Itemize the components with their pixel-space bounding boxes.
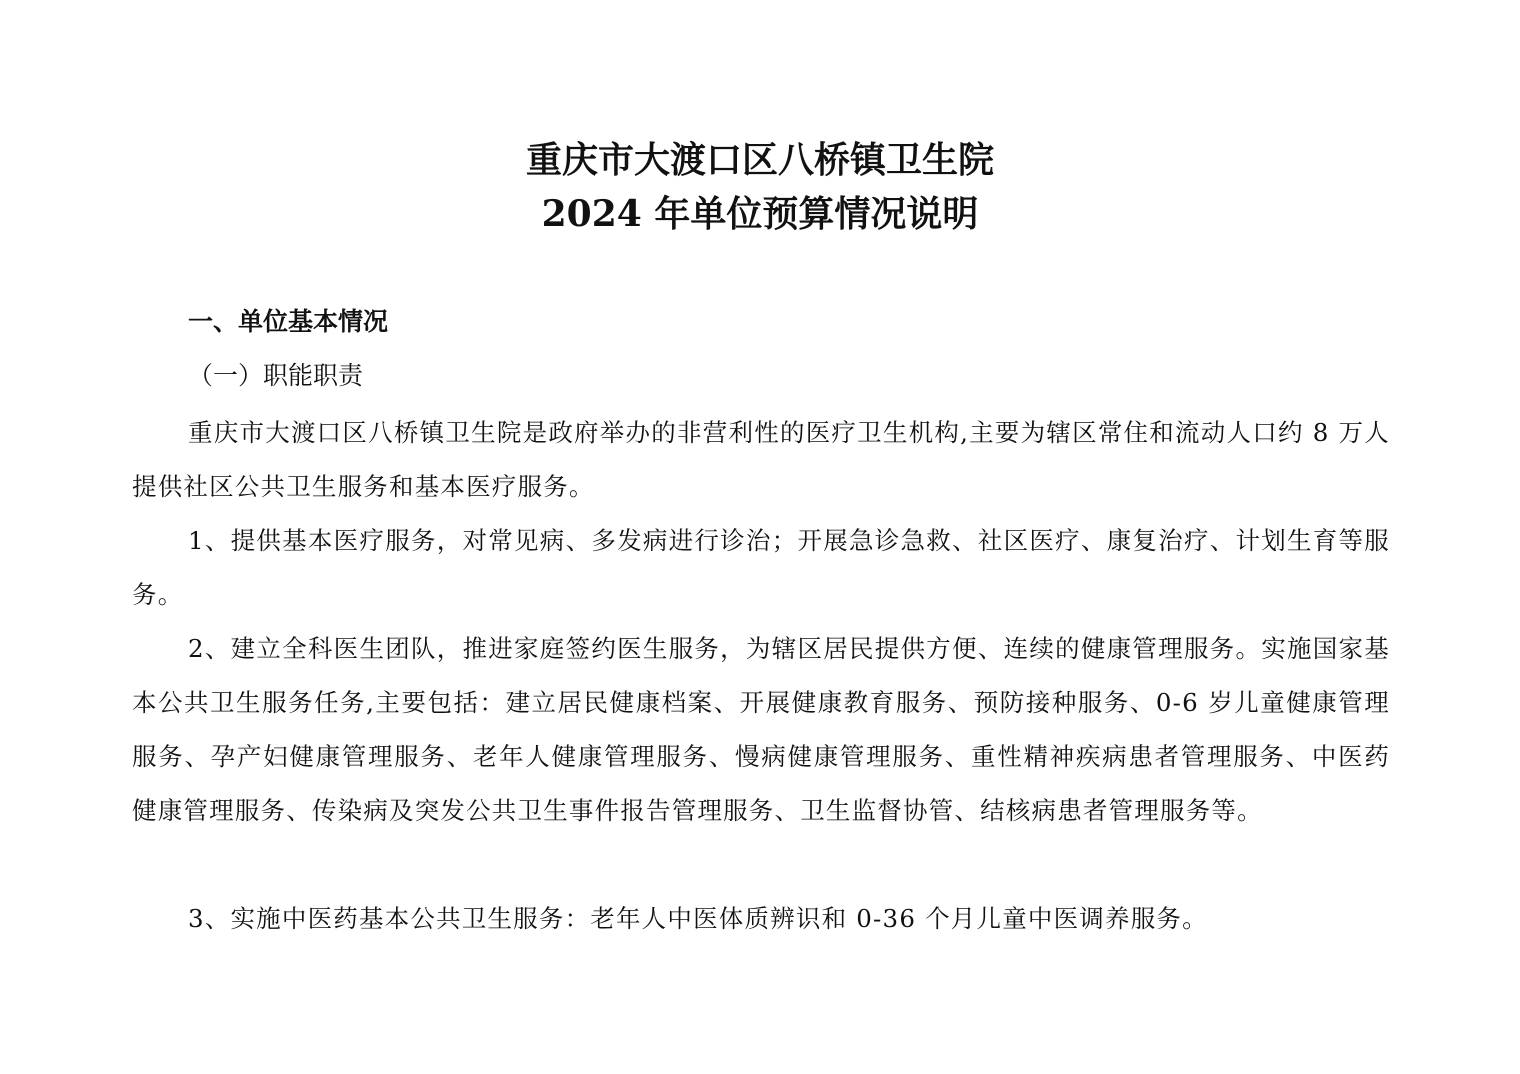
document-title-line1: 重庆市大渡口区八桥镇卫生院	[525, 139, 994, 181]
section-heading-basic-info: 一、单位基本情况	[188, 307, 389, 336]
paragraph-intro: 重庆市大渡口区八桥镇卫生院是政府举办的非营利性的医疗卫生机构,主要为辖区常住和流动人口约 8 万人提供社区公共卫生服务和基本医疗服务。	[132, 418, 1390, 501]
paragraph-item-1: 1、提供基本医疗服务，对常见病、多发病进行诊治；开展急诊急救、社区医疗、康复治疗、计划生育等服务。	[132, 526, 1390, 609]
subsection-heading-duties: （一）职能职责	[188, 361, 364, 390]
paragraph-item-3: 3、实施中医药基本公共卫生服务：老年人中医体质辨识和 0-36 个月儿童中医调养服务。	[188, 904, 1208, 933]
document-title-line2: 2024 年单位预算情况说明	[541, 193, 979, 235]
paragraph-item-2: 2、建立全科医生团队，推进家庭签约医生服务，为辖区居民提供方便、连续的健康管理服务。实施国家基本公共卫生服务任务,主要包括：建立居民健康档案、开展健康教育服务、预防接种服务、0-6 岁儿童健康管理服务、孕产妇健康管理服务、老年人健康管理服务、慢病健康管理服务、重性精神疾病患者管理服务、中医药健康管理服务、传染病及突发公共卫生事件报告管理服务、卫生监督协管、结核病患者管理服务等。	[132, 634, 1390, 825]
